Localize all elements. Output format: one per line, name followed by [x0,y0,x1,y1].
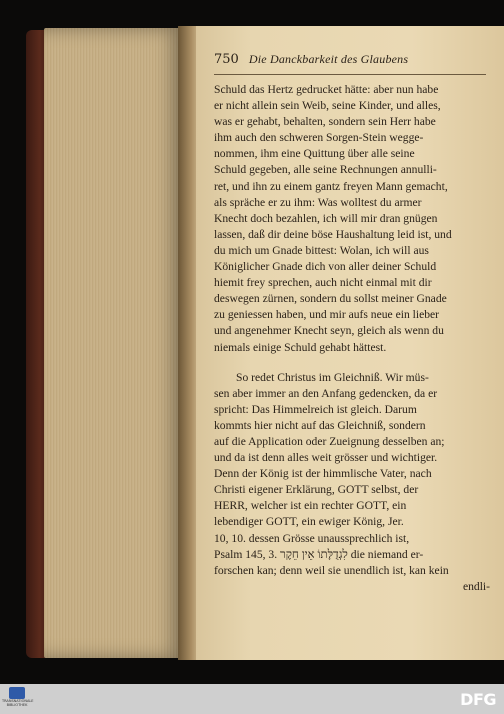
text-line: Knecht doch bezahlen, ich will mir dran gnügen [214,211,438,225]
text-line: hiemit frey sprechen, auch nicht einmal mit dir [214,276,432,290]
text-line: deswegen zürnen, sondern du sollst meiner Gnade [214,292,447,306]
text-line: Denn der König ist der himmlische Vater, nach [214,467,432,481]
footer-bar [0,684,504,714]
text-line: sen aber immer an den Anfang gedencken, da er [214,386,438,400]
page-number: 750 [214,52,239,67]
text-line: forschen kan; denn weil sie unendlich ist, kan kein [214,563,449,577]
text-line: nommen, ihm eine Quittung über alle seine [214,147,415,161]
text-line: ihm auch den schweren Sorgen-Stein wegge- [214,131,424,145]
text-line: auf die Application oder Zueignung desselben an; [214,434,445,448]
text-line: und da ist denn alles weit grösser und wichtiger. [214,451,438,465]
library-logo-text: TRANSNATIONALE BIBLIOTHEK [2,699,34,707]
page-header [214,52,486,75]
text-line: Schuld gegeben, alle seine Rechnungen annulli- [214,163,437,177]
page-text [214,82,490,595]
text-line: kommts hier nicht auf das Gleichniß, sondern [214,418,426,432]
library-logo-icon [9,687,25,699]
text-line: und angenehmer Knecht seyn, gleich als wenn du [214,324,444,338]
text-line: Christi eigener Erklärung, GOTT selbst, der [214,483,419,497]
text-line: er nicht allein sein Weib, seine Kinder, und alles, [214,99,441,113]
text-line: HERR, welcher ist ein rechter GOTT, ein [214,499,407,513]
catchword: endli- [462,579,490,593]
text-line: Königlicher Gnade dich von aller deiner Schuld [214,260,437,274]
text-line: lebendiger GOTT, ein ewiger König, Jer. [214,515,404,529]
text-line: lassen, daß dir deine böse Haushaltung leid ist, und [214,227,452,241]
page-edges [44,28,184,658]
text-line: du mich um Gnade bittest: Wolan, ich will aus [214,243,429,257]
text-line: Psalm 145, 3. לִגְדֻלָּתוֹ אֵין חֵקֶר die niemand er- [214,547,424,561]
text-line: So redet Christus im Gleichniß. Wir müs- [236,370,429,384]
text-line: spricht: Das Himmelreich ist gleich. Darum [214,402,417,416]
paragraph-1 [214,82,490,356]
paragraph-gap [214,356,490,370]
library-logo[interactable] [2,687,34,711]
text-line: 10, 10. dessen Grösse unaussprechlich ist, [214,531,410,545]
text-line: zu geniessen haben, und mir aufs neue ein lieber [214,308,440,322]
paragraph-2 [214,370,490,595]
book-page [196,26,504,660]
text-line: niemals einige Schuld gehabt hättest. [214,340,387,354]
text-line: ret, und ihn zu einem gantz freyen Mann gemacht, [214,179,448,193]
running-head: Die Danckbarkeit des Glaubens [248,52,409,66]
book [26,26,504,660]
text-line: was er gehabt, behalten, sondern sein Herr habe [214,115,436,129]
text-line: Schuld das Hertz gedrucket hätte: aber nun habe [214,83,439,96]
text-line: als spräche er zu ihm: Was wolltest du armer [214,195,422,209]
dfg-logo[interactable]: DFG [460,690,496,709]
